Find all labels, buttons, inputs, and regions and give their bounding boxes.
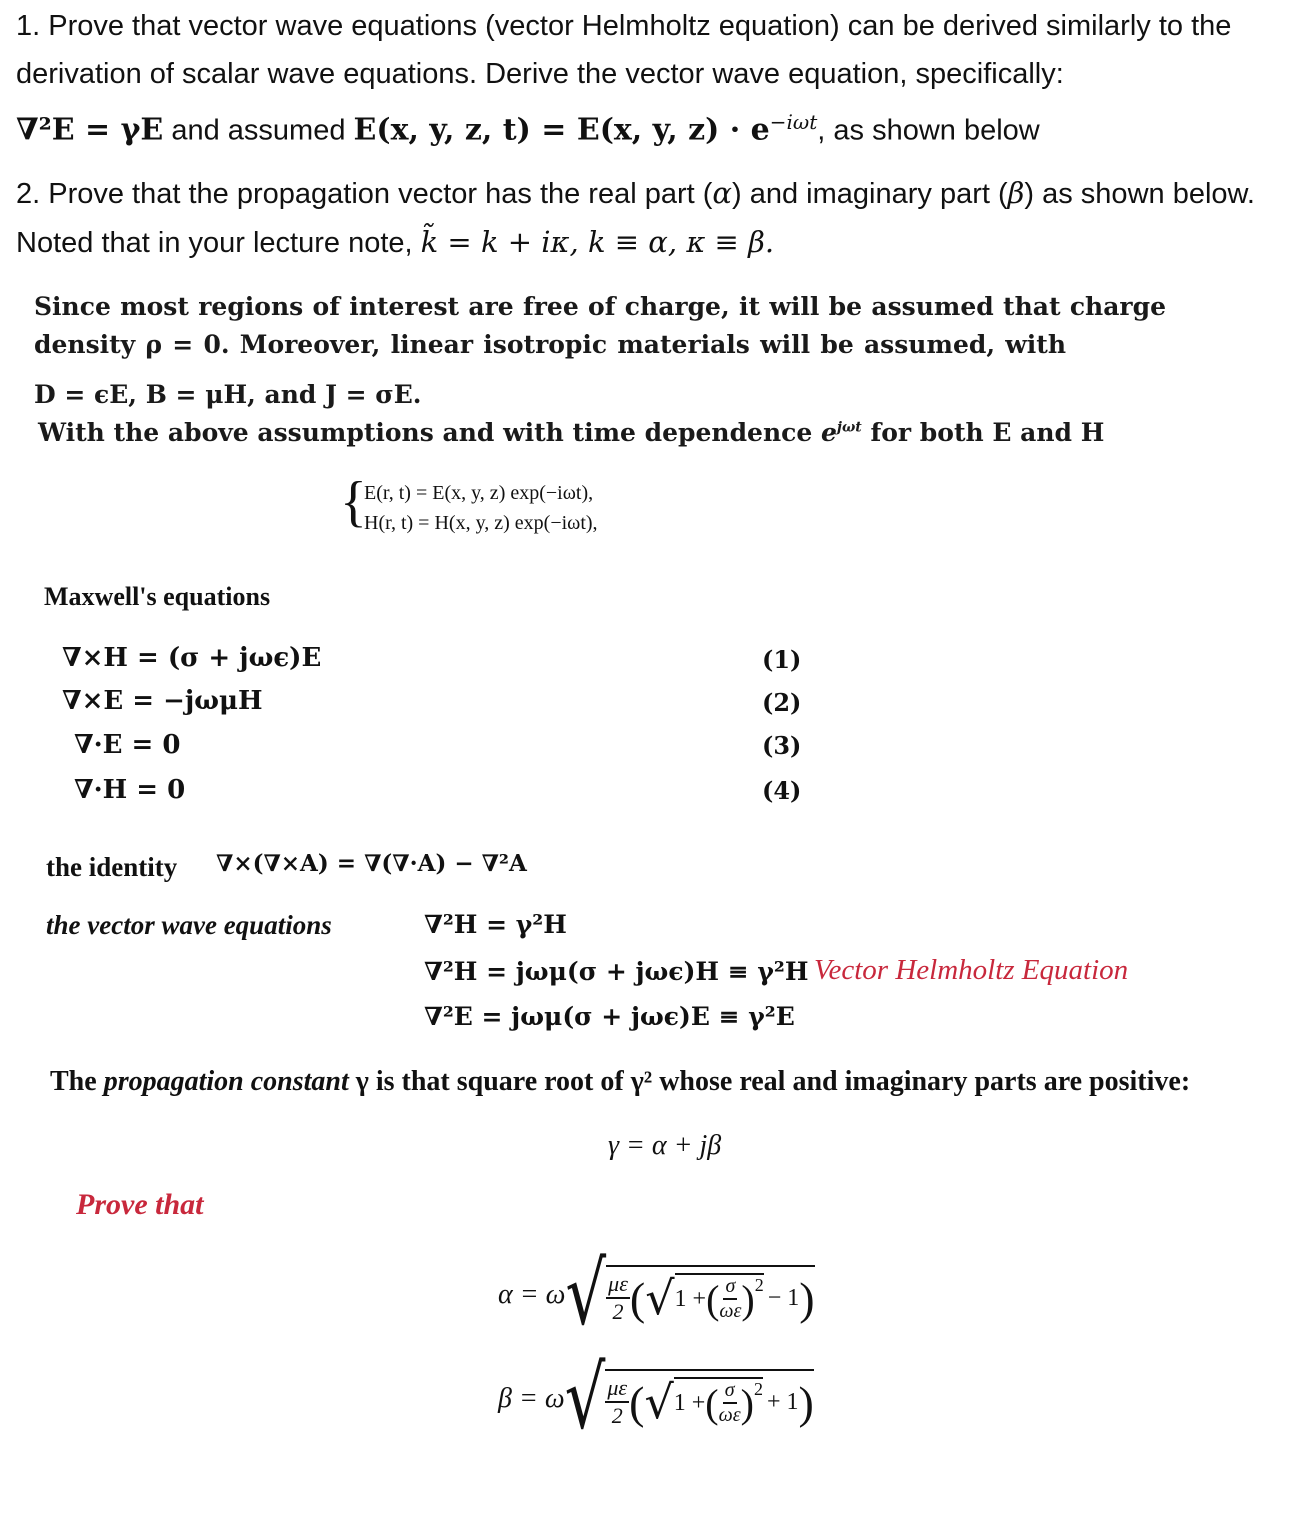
time-dependence-base: e [821, 418, 837, 447]
identity-equation: ∇×(∇×A) = ∇(∇·A) − ∇²A [216, 850, 527, 877]
beta-right-paren: ) [798, 1376, 814, 1428]
beta-sigma-den: ωε [718, 1404, 741, 1426]
maxwell-number-1: (1) [762, 645, 802, 674]
maxwell-number-2: (2) [762, 688, 802, 717]
question-2-alpha: α [712, 176, 733, 210]
alpha-right-paren: ) [799, 1272, 815, 1324]
question-1 [16, 2, 1306, 155]
beta-left-paren: ( [629, 1376, 645, 1428]
propagation-text-a: The [50, 1066, 97, 1097]
propagation-text-c: γ is that square root of γ² whose real and imaginary parts are positive: [355, 1066, 1191, 1097]
beta-sigma-num: σ [723, 1379, 737, 1404]
time-dependence-text: With the above assumptions and with time dependence [38, 418, 813, 447]
alpha-sqrt-icon: √ [565, 1245, 607, 1345]
alpha-inner-sqrt-icon: √ [645, 1271, 675, 1325]
question-2-text-a: 2. Prove that the propagation vector has the real part ( [16, 178, 713, 210]
alpha-sigma-num: σ [723, 1275, 737, 1300]
question-2-text-b: ) and imaginary part ( [732, 178, 1008, 210]
prove-that-label: Prove that [76, 1188, 204, 1221]
beta-inner-radicand [674, 1377, 763, 1427]
wave-equation-h-short: ∇²H = γ²H [424, 910, 567, 939]
beta-sigma-fraction [719, 1379, 741, 1427]
question-1-tail: , as shown below [817, 114, 1040, 147]
beta-tail: + 1 [766, 1388, 799, 1415]
beta-frac-num: με [605, 1375, 629, 1403]
alpha-radicand [606, 1265, 814, 1325]
question-2 [16, 169, 1306, 267]
question-2-text-c: ) as shown below. Noted that in your lecture note, [16, 178, 1255, 259]
alpha-formula [498, 1245, 815, 1345]
wave-equations-label: the vector wave equations [46, 910, 332, 940]
question-1-mid: and assumed [171, 114, 346, 147]
maxwell-equation-2: ∇×E = −jωμH [62, 686, 263, 716]
beta-inner-one: 1 + [673, 1389, 706, 1416]
alpha-left-paren: ( [629, 1272, 646, 1324]
time-dependence-line [38, 418, 1104, 447]
scan-paragraph-line-1: Since most regions of interest are free of charge, it will be assumed that charge [34, 292, 1166, 321]
wave-equation-h: ∇²H = jωμ(σ + jωϵ)H ≡ γ²H [424, 957, 809, 986]
alpha-power: 2 [754, 1275, 764, 1295]
alpha-tail: − 1 [767, 1284, 800, 1311]
alpha-inner-right-paren: ) [741, 1276, 755, 1322]
question-1-equation-wave: ∇²E = γE [16, 112, 164, 148]
maxwell-number-3: (3) [762, 731, 802, 760]
alpha-inner-radicand [675, 1273, 764, 1323]
alpha-sigma-fraction [719, 1275, 741, 1323]
time-dependence-exponent: jωt [836, 419, 862, 436]
system-brace: { [340, 471, 367, 533]
alpha-inner-left-paren: ( [706, 1276, 720, 1322]
beta-mu-eps-fraction [605, 1375, 629, 1429]
alpha-frac-num: με [606, 1271, 630, 1299]
beta-lhs: β = ω [498, 1383, 565, 1414]
beta-formula [498, 1349, 814, 1449]
maxwell-equation-3: ∇·E = 0 [74, 730, 181, 760]
system-line-1: E(r, t) = E(x, y, z) exp(−iωt), [364, 482, 594, 504]
alpha-mu-eps-fraction [606, 1271, 630, 1325]
maxwell-equation-4: ∇·H = 0 [74, 775, 186, 805]
beta-radicand [605, 1369, 813, 1429]
alpha-frac-den: 2 [612, 1299, 624, 1324]
alpha-sigma-den: ωε [719, 1300, 742, 1322]
beta-inner-right-paren: ) [740, 1380, 754, 1426]
question-2-equation: k̃ = k + iκ, k ≡ α, κ ≡ β. [420, 225, 775, 259]
maxwell-number-4: (4) [762, 776, 802, 805]
question-2-beta: β [1007, 176, 1025, 210]
question-1-text: 1. Prove that vector wave equations (vector Helmholtz equation) can be derived similarly to the derivation of scalar wave equations. Derive the vector wave equation, specifically: [16, 10, 1232, 90]
time-dependence-tail: for both E and H [870, 418, 1105, 447]
beta-inner-sqrt-icon: √ [644, 1375, 674, 1429]
gamma-equation: γ = α + jβ [608, 1130, 722, 1161]
helmholtz-label: Vector Helmholtz Equation [814, 954, 1129, 986]
alpha-inner-one: 1 + [674, 1285, 707, 1312]
maxwell-title: Maxwell's equations [44, 582, 271, 611]
beta-inner-left-paren: ( [705, 1380, 719, 1426]
beta-sqrt-icon: √ [564, 1349, 606, 1449]
identity-label: the identity [46, 852, 178, 882]
maxwell-equation-1: ∇×H = (σ + jωϵ)E [62, 643, 322, 673]
propagation-sentence [50, 1066, 1190, 1098]
question-1-equation-field: E(x, y, z, t) = E(x, y, z) · e [353, 112, 770, 148]
question-1-exponent: −iωt [769, 110, 818, 134]
beta-frac-den: 2 [611, 1403, 623, 1428]
system-line-2: H(r, t) = H(x, y, z) exp(−iωt), [364, 512, 598, 534]
scan-paragraph-line-2: density ρ = 0. Moreover, linear isotropic materials will be assumed, with [34, 330, 1066, 359]
beta-power: 2 [753, 1379, 763, 1399]
wave-equation-e: ∇²E = jωμ(σ + jωϵ)E ≡ γ²E [424, 1002, 795, 1031]
constitutive-relations: D = ϵE, B = μH, and J = σE. [34, 380, 422, 409]
alpha-lhs: α = ω [498, 1279, 566, 1310]
propagation-text-b: propagation constant [103, 1066, 349, 1097]
